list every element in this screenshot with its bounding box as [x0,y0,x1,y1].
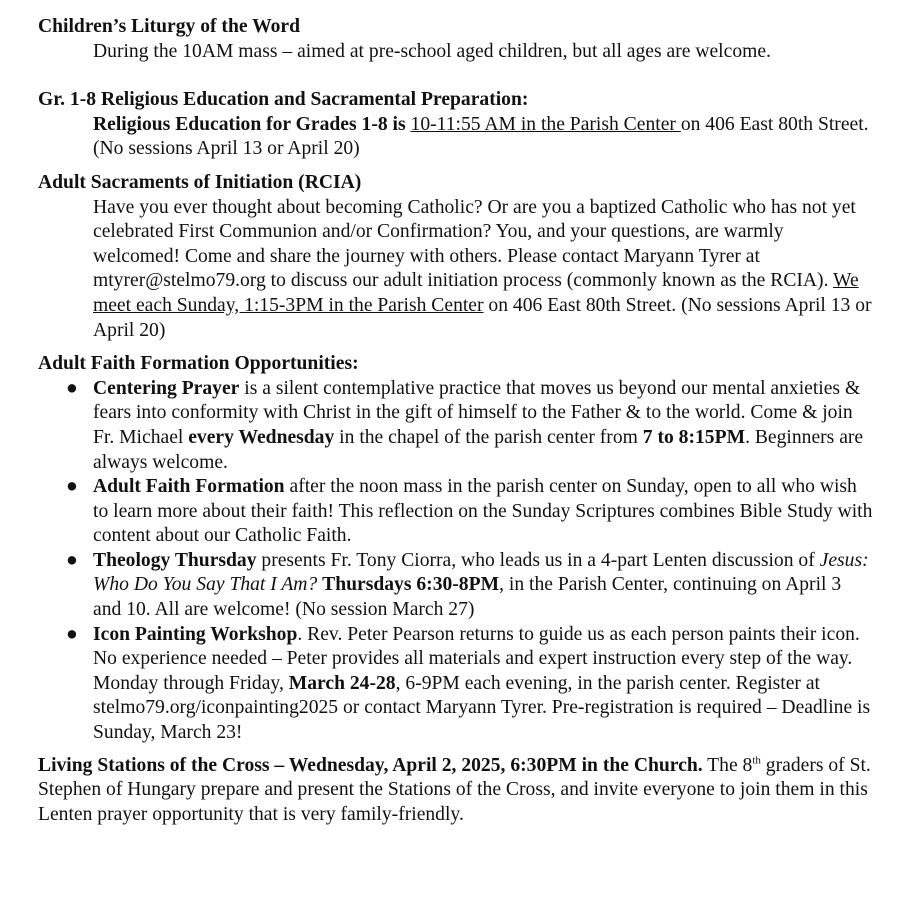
rcia-text [38,196,874,344]
religious-education-time: 10-11:55 AM in the Parish Center [410,113,681,135]
adult-faith-section [38,352,874,746]
rcia-title: Adult Sacraments of Initiation (RCIA) [38,171,362,193]
adult-faith-title: Adult Faith Formation Opportunities: [38,353,359,375]
adult-faith-formation-text: after the noon mass in the parish center on Sunday, open to all who wish to learn more about their faith! This reflection on the Sunday Scriptures combines Bible Study with content about our Catholic Faith. [93,476,873,547]
religious-education-bold: Religious Education for Grades 1-8 is [93,113,411,135]
centering-prayer-text2: in the chapel of the parish center from [334,426,643,448]
living-stations-heading: Living Stations of the Cross – Wednesday, April 2, 2025, 6:30PM in the Church. [38,754,703,776]
bullet-icon: ● [66,549,78,571]
list-item-centering-prayer [38,377,874,475]
bullet-icon: ● [66,476,78,498]
theology-thursday-book-title: Jesus: Who Do You Say That I Am? [93,549,869,596]
centering-prayer-time: 7 to 8:15PM [642,426,746,448]
rcia-meeting-time: We meet each Sunday, 1:15-3PM in the Parish Center [93,270,859,316]
centering-prayer-heading: Centering Prayer [93,377,240,399]
living-stations-section [38,754,874,828]
childrens-liturgy-text: During the 10AM mass – aimed at pre-school aged children, but all ages are welcome. [93,40,771,62]
religious-education-rest: on 406 East 80th Street. (No sessions April 13 or April 20) [93,113,869,160]
rcia-section [38,171,874,343]
theology-thursday-text2: , in the Parish Center, continuing on April 3 and 10. All are welcome! (No session March 27) [93,574,842,621]
bullet-icon: ● [66,377,78,399]
centering-prayer-text: is a silent contemplative practice that moves us beyond our mental anxieties & fears into conformity with Christ in the gift of himself to the Father & to the world. Come & join Fr. Michael [93,377,861,448]
icon-painting-text: . Rev. Peter Pearson returns to guide us as each person paints their icon. No experience needed – Peter provides all materials and expert instruction every step of the way. Monday through Friday, [93,623,860,694]
childrens-liturgy-title: Children’s Liturgy of the Word [38,16,300,37]
living-stations-text2: graders of St. Stephen of Hungary prepare and present the Stations of the Cross, and invite everyone to join them in this Lenten prayer opportunity that is very family-friendly. [38,754,871,825]
living-stations-ordinal: th [752,754,761,767]
childrens-liturgy-section [38,15,874,64]
centering-prayer-day: every Wednesday [188,426,335,448]
icon-painting-text2: , 6-9PM each evening, in the parish center. Register at stelmo79.org/iconpainting2025 or contact Maryann Tyrer. Pre-registration is required – Deadline is Sunday, March 23! [93,672,871,744]
list-item-icon-painting [38,623,874,746]
theology-thursday-heading: Theology Thursday [93,549,257,571]
icon-painting-heading: Icon Painting Workshop [93,623,298,645]
religious-education-section [38,88,874,162]
bullet-icon: ● [66,623,78,645]
rcia-text-part2: on 406 East 80th Street. (No sessions April 13 or April 20) [93,294,872,341]
icon-painting-dates: March 24-28 [288,672,396,694]
centering-prayer-text3: . Beginners are always welcome. [93,426,864,473]
religious-education-title: Gr. 1-8 Religious Education and Sacramental Preparation: [38,89,529,111]
list-item-adult-faith-formation [38,475,874,549]
living-stations-text: The 8 [702,754,753,776]
rcia-text-part1: Have you ever thought about becoming Catholic? Or are you a baptized Catholic who has not yet celebrated First Communion and/or Confirmation? You, and your questions, are warmly welcomed! Come and share the journey with others. Please contact Maryann Tyrer at mtyrer@stelmo79.org to discuss our adult initiation process (commonly known as the RCIA). [93,196,856,292]
theology-thursday-text: presents Fr. Tony Ciorra, who leads us in a 4-part Lenten discussion of [256,549,820,571]
adult-faith-formation-heading: Adult Faith Formation [93,476,285,498]
list-item-theology-thursday [38,549,874,623]
adult-faith-list [38,377,874,746]
religious-education-text [38,113,874,162]
theology-thursday-time: Thursdays 6:30-8PM [322,574,500,596]
